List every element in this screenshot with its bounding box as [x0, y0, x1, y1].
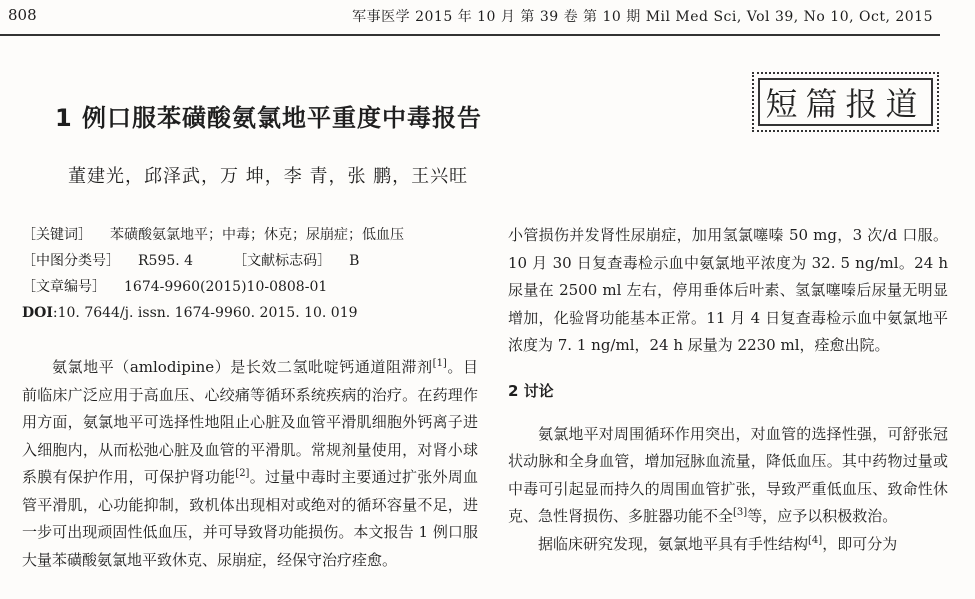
clc-label: ［中图分类号］ — [22, 253, 120, 269]
section-stamp — [752, 72, 939, 132]
keywords-line — [22, 222, 478, 248]
intro-text-3: 。过量中毒时主要通过扩张外周血管平滑肌，心功能抑制，致机体出现相对或绝对的循环容量不足，进一步可出现顽固性低血压，并可导致肾功能损伤。本文报告 1 例口服大量苯磺酸氨氯地平致休克、尿崩症，经保守治疗痊愈。 — [22, 468, 478, 569]
citation-4: [4] — [808, 534, 823, 546]
article-number-label: ［文章编号］ — [22, 279, 106, 295]
discussion-text-2: 等，应予以积极救治。 — [747, 507, 898, 525]
doccode-label: ［文献标志码］ — [233, 253, 332, 269]
doi-line — [22, 300, 478, 326]
intro-text-2: 。目前临床广泛应用于高血压、心绞痛等循环系统疾病的治疗。在药理作用方面，氨氯地平可选择性地阻止心脏及血管平滑肌细胞外钙离子进入细胞内，从而松弛心脏及血管的平滑肌。常规剂量使用，对肾小球系膜有保护作用，可保护肾功能 — [22, 358, 478, 486]
header-rule — [0, 34, 940, 36]
discussion-heading: 2 讨论 — [508, 381, 554, 400]
journal-running-head: 军事医学 2015 年 10 月 第 39 卷 第 10 期 Mil Med Sci, Vol 39, No 10, Oct, 2015 — [352, 9, 933, 25]
intro-text-1: 氨氯地平（amlodipine）是长效二氢吡啶钙通道阻滞剂 — [52, 358, 433, 376]
intro-paragraph — [22, 354, 478, 574]
classification-line — [22, 248, 478, 274]
discussion-text-1: 氨氯地平对周围循环作用突出，对血管的选择性强，可舒张冠状动脉和全身血管，增加冠脉血流量，降低血压。其中药物过量或中毒可引起显而持久的周围血管扩张，导致严重低血压、致命性休克、急性肾损伤、多脏器功能不全 — [508, 424, 948, 525]
citation-3: [3] — [733, 507, 748, 518]
doi-value: :10. 7644/j. issn. 1674-9960. 2015. 10. 019 — [52, 305, 358, 321]
section-stamp-frame — [758, 78, 933, 126]
left-column — [22, 222, 478, 574]
doccode-value: B — [349, 253, 360, 269]
discussion-paragraph-1 — [508, 421, 948, 531]
discussion-paragraph-2 — [508, 531, 948, 559]
page-number: 808 — [8, 6, 37, 24]
doi-label: DOI — [22, 305, 53, 321]
article-authors: 董建光，邱泽武，万 坤，李 青，张 鹏，王兴旺 — [68, 166, 469, 187]
discussion-text-4: ，即可分为 — [822, 534, 898, 553]
clc-value: R595. 4 — [138, 253, 194, 269]
article-title: 1 例口服苯磺酸氨氯地平重度中毒报告 — [55, 104, 483, 132]
citation-1: [1] — [432, 358, 447, 369]
section-stamp-label: 短篇报道 — [765, 85, 926, 123]
citation-2: [2] — [235, 468, 250, 479]
keywords-value: 苯磺酸氨氯地平；中毒；休克；尿崩症；低血压 — [110, 227, 404, 243]
article-number-value: 1674-9960(2015)10-0808-01 — [124, 279, 328, 295]
article-number-line — [22, 274, 478, 300]
right-column — [508, 222, 948, 558]
discussion-text-3: 据临床研究发现，氨氯地平具有手性结构 — [538, 534, 809, 553]
case-continuation-paragraph: 小管损伤并发肾性尿崩症，加用氢氯噻嗪 50 mg，3 次/d 口服。10 月 30 日复查毒检示血中氨氯地平浓度为 32. 5 ng/ml。24 h 尿量在 2500 ml 左右，停用垂体后叶素、氢氯噻嗪后尿量无明显增加，化验肾功能基本正常。11 月 4 日复查毒检示血中氨氯地平浓度为 7. 1 ng/ml，24 h 尿量为 2230 ml，痊愈出院。 — [508, 226, 948, 354]
keywords-label: ［关键词］ — [22, 227, 92, 243]
